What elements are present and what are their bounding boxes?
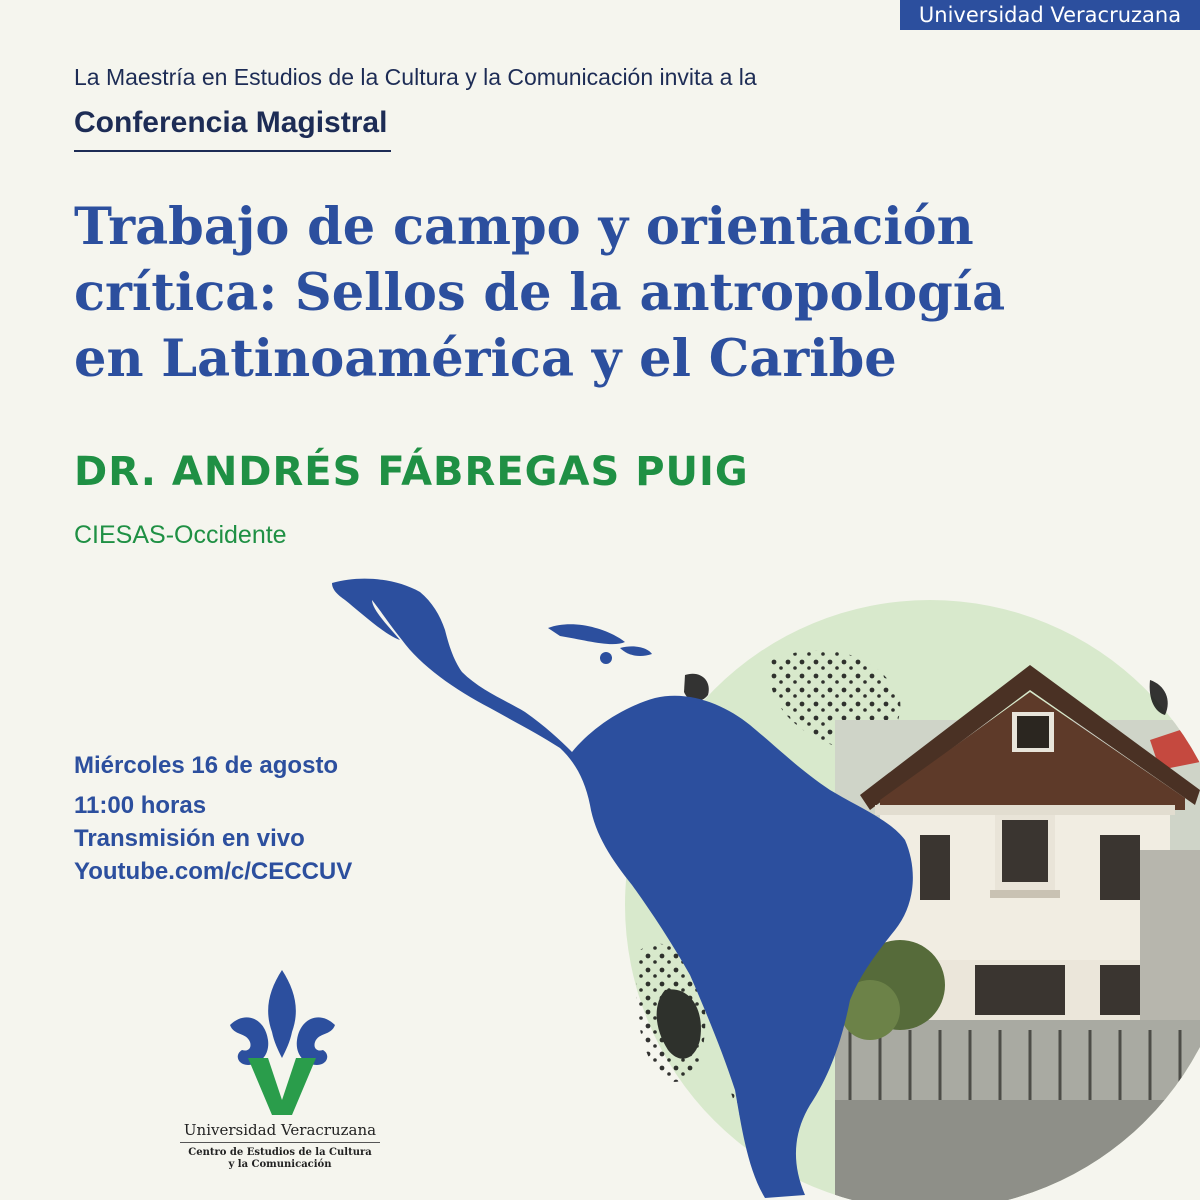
- speaker-affiliation: CIESAS-Occidente: [74, 521, 287, 549]
- intro-text: La Maestría en Estudios de la Cultura y la Comunicación invita a la: [74, 64, 757, 90]
- title-line: Trabajo de campo y orientación: [74, 197, 974, 257]
- logo-center-name: Centro de Estudios de la Cultura y la Comunicación: [188, 1147, 372, 1170]
- university-logo: [220, 970, 345, 1120]
- stream-link[interactable]: Youtube.com/c/CECCUV: [74, 858, 353, 885]
- v-letter-icon: [248, 1058, 316, 1115]
- event-time: 11:00 horas: [74, 792, 207, 819]
- map-caribbean-island: [600, 652, 612, 664]
- fleur-de-lis-icon: [268, 970, 296, 1058]
- event-mode: Transmisión en vivo: [74, 825, 305, 852]
- map-caribbean-island: [620, 646, 652, 656]
- title-line: crítica: Sellos de la antropología: [74, 263, 1006, 323]
- map-caribbean-island: [548, 624, 625, 644]
- speaker-name: DR. ANDRÉS FÁBREGAS PUIG: [74, 449, 749, 495]
- event-date: Miércoles 16 de agosto: [74, 752, 339, 779]
- event-type-heading: Conferencia Magistral: [74, 106, 391, 152]
- brand-tag: Universidad Veracruzana: [900, 0, 1200, 30]
- title-line: en Latinoamérica y el Caribe: [74, 329, 897, 389]
- logo-university-name: Universidad Veracruzana: [180, 1121, 380, 1143]
